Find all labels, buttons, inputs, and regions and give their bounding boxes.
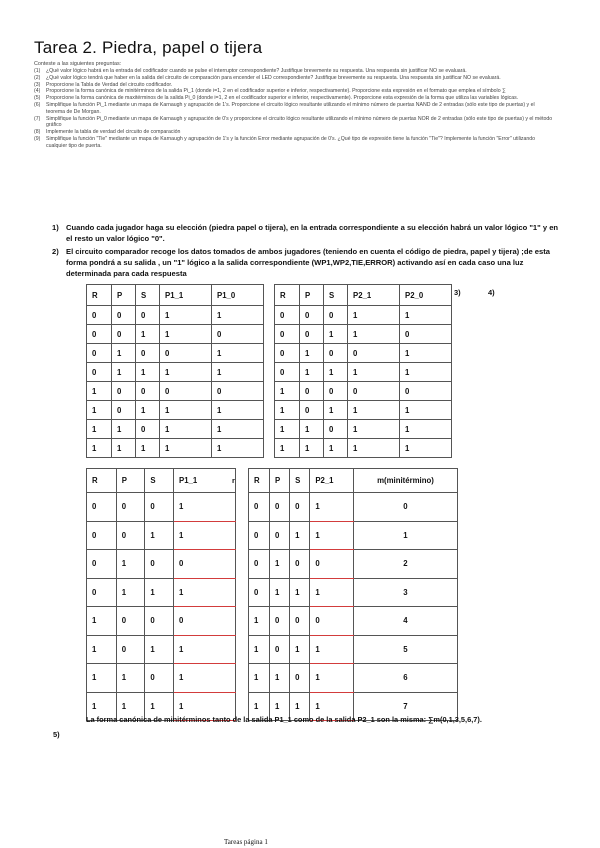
truth-table-encoder-2 <box>274 284 452 458</box>
table-cell: 0 <box>87 325 112 344</box>
table-cell: 1 <box>353 521 457 550</box>
table-row <box>87 401 264 420</box>
question-item <box>34 136 554 150</box>
table-cell: 1 <box>87 439 112 458</box>
column-header: R <box>275 285 300 306</box>
table-cell: 1 <box>111 344 135 363</box>
table-header-row <box>87 469 236 493</box>
table-cell: 1 <box>87 382 112 401</box>
table-cell: 1 <box>111 439 135 458</box>
table-row <box>87 420 264 439</box>
question-text: Implemente la tabla de verdad del circuito de comparación <box>46 129 181 136</box>
table-cell: 1 <box>136 363 160 382</box>
table-cell: 1 <box>290 635 310 664</box>
table-row <box>87 521 236 550</box>
question-text: Simplifique la función Pi_0 mediante un mapa de Karnaugh y agrupación de 0's y proporcione el circuito lógico resultante utilizando el mínimo número de puertas NOR de 2 entradas (sólo este tipo de puertas) y el método gráfico <box>46 115 553 129</box>
table-row <box>87 382 264 401</box>
answer-2-number: 2) <box>52 247 59 256</box>
table-cell: 0 <box>299 306 323 325</box>
table-row <box>87 578 236 607</box>
table-cell: 1 <box>116 664 145 693</box>
table-cell: 4 <box>353 607 457 636</box>
table-cell: 1 <box>400 306 452 325</box>
table-cell: 1 <box>275 382 300 401</box>
question-number: (9) <box>34 135 41 142</box>
table-cell: 1 <box>324 325 348 344</box>
table-row <box>87 439 264 458</box>
table-row <box>249 550 458 579</box>
table-cell: 1 <box>174 578 236 607</box>
table-cell: 1 <box>269 550 289 579</box>
question-number: (5) <box>34 95 41 102</box>
table-cell: 2 <box>353 550 457 579</box>
truth-table-encoder-1 <box>86 284 264 458</box>
table-cell: 0 <box>87 521 117 550</box>
table-cell: 0 <box>111 382 135 401</box>
table-cell: 0 <box>145 607 174 636</box>
table-cell: 1 <box>348 363 400 382</box>
table-cell: 1 <box>400 420 452 439</box>
table-cell: 1 <box>136 439 160 458</box>
table-cell: 0 <box>249 578 270 607</box>
table-cell: 1 <box>275 420 300 439</box>
question-number: (1) <box>34 68 41 74</box>
answer-2 <box>52 246 566 279</box>
table-cell: 0 <box>299 325 323 344</box>
table-cell: 1 <box>87 692 117 721</box>
table-row <box>275 363 452 382</box>
question-item <box>34 75 554 82</box>
table-cell: 5 <box>353 635 457 664</box>
column-header: S <box>324 285 348 306</box>
table-cell: 0 <box>111 306 135 325</box>
table-cell: 1 <box>87 607 117 636</box>
question-item <box>34 95 554 102</box>
column-header: P <box>269 469 289 493</box>
table-cell: 0 <box>87 306 112 325</box>
table-cell: 1 <box>310 692 354 721</box>
table-row <box>87 664 236 693</box>
minterm-table-p2 <box>248 468 458 721</box>
table-cell: 1 <box>174 493 236 522</box>
table-cell: 0 <box>299 382 323 401</box>
column-header: S <box>136 285 160 306</box>
table-cell: 0 <box>324 420 348 439</box>
table-cell: 0 <box>116 521 145 550</box>
column-header: P2_1 <box>348 285 400 306</box>
answer-2-text: El circuito comparador recoge los datos tomados de ambos jugadores (teniendo en cuenta el código de piedra, papel y tijera) ;de esta forma pondrá a su salida , un "1" lógico a la salida correspondiente (WP1,WP2,TIE,ERROR) activando así en cada caso una luz determinada para cada respuesta <box>66 247 551 278</box>
table-cell: 1 <box>160 306 212 325</box>
table-cell: 1 <box>136 401 160 420</box>
table-cell: 1 <box>87 664 117 693</box>
table-cell: 0 <box>324 344 348 363</box>
table-cell: 0 <box>400 325 452 344</box>
table-cell: 1 <box>310 521 354 550</box>
question-number: (8) <box>34 129 41 136</box>
table-cell: 1 <box>269 578 289 607</box>
table-header-row <box>275 285 452 306</box>
column-header: P <box>299 285 323 306</box>
table-row <box>275 382 452 401</box>
table-cell: 1 <box>212 363 264 382</box>
question-item <box>34 102 554 116</box>
table-row <box>87 363 264 382</box>
table-row <box>87 493 236 522</box>
question-number: (3) <box>34 81 41 88</box>
table-cell: 3 <box>353 578 457 607</box>
table-cell: 0 <box>145 550 174 579</box>
question-number: (6) <box>34 101 41 108</box>
table-cell: 0 <box>275 325 300 344</box>
table-row <box>275 325 452 344</box>
table-cell: 1 <box>111 420 135 439</box>
table-cell: 1 <box>174 692 236 721</box>
table-cell: 1 <box>145 692 174 721</box>
table-row <box>87 550 236 579</box>
table-cell: 0 <box>136 382 160 401</box>
table-cell: 0 <box>136 420 160 439</box>
question-item <box>34 116 554 130</box>
table-cell: 1 <box>212 306 264 325</box>
label-3: 3) <box>454 288 461 297</box>
table-cell: 1 <box>111 363 135 382</box>
table-cell: 0 <box>275 363 300 382</box>
table-row <box>275 401 452 420</box>
table-cell: 0 <box>269 521 289 550</box>
table-cell: 1 <box>324 363 348 382</box>
table-cell: 0 <box>160 344 212 363</box>
question-item <box>34 82 554 89</box>
label-5: 5) <box>53 730 60 739</box>
table-cell: 1 <box>249 692 270 721</box>
table-cell: 1 <box>348 325 400 344</box>
table-cell: 1 <box>299 363 323 382</box>
table-cell: 0 <box>324 382 348 401</box>
table-cell: 1 <box>299 344 323 363</box>
table-cell: 1 <box>212 401 264 420</box>
table-row <box>87 325 264 344</box>
table-cell: 0 <box>212 325 264 344</box>
page-footer: Tareas página 1 <box>224 838 268 846</box>
table-cell: 1 <box>145 635 174 664</box>
question-text: Proporcione la forma canónica de maxitérminos de la salida Pi_0 (donde i=1, 2 en el codificador superior e inferior, respectivamente). Proporcione esta expresión de la forma que utiliza las variables lógicas. <box>46 95 519 102</box>
table-cell: 1 <box>174 635 236 664</box>
column-header: P1_1 <box>160 285 212 306</box>
table-cell: 1 <box>145 521 174 550</box>
table-cell: 1 <box>249 635 270 664</box>
column-header: P2_1 <box>310 469 354 493</box>
question-item <box>34 88 554 95</box>
table-row <box>87 306 264 325</box>
table-cell: 1 <box>290 692 310 721</box>
table-cell: 1 <box>310 578 354 607</box>
table-cell: 1 <box>400 344 452 363</box>
table-cell: 0 <box>400 382 452 401</box>
question-text: Proporcione la forma canónica de minitérminos de la salida Pi_1 (donde i=1, 2 en el codificador superior e inferior, respectivamente). Proporcione esta expresión en el formato que emplea el símbolo ∑ <box>46 88 506 95</box>
table-cell: 0 <box>174 550 236 579</box>
column-header: P1_1 <box>174 469 236 493</box>
table-cell: 0 <box>348 344 400 363</box>
table-cell: 6 <box>353 664 457 693</box>
column-header: R <box>87 469 117 493</box>
table-cell: 0 <box>116 607 145 636</box>
table-cell: 0 <box>212 382 264 401</box>
table-cell: 0 <box>174 607 236 636</box>
table-cell: 1 <box>400 439 452 458</box>
table-cell: 1 <box>87 635 117 664</box>
answer-1-text: Cuando cada jugador haga su elección (piedra papel o tijera), en la entrada correspondiente a su elección habrá un valor lógico "1" y en el resto un valor lógico "0". <box>66 223 559 243</box>
table-cell: 1 <box>87 401 112 420</box>
table-cell: 0 <box>145 664 174 693</box>
table-row <box>275 344 452 363</box>
table-cell: 0 <box>111 325 135 344</box>
column-header: S <box>145 469 174 493</box>
table-cell: 0 <box>290 493 310 522</box>
table-row <box>275 439 452 458</box>
table-cell: 0 <box>87 550 117 579</box>
column-header: m(minitérmino) <box>353 469 457 493</box>
table-cell: 0 <box>324 306 348 325</box>
table-header-row <box>87 285 264 306</box>
question-text: ¿Qué valor lógico tendrá que haber en la salida del circuito de comparación para encender el LED correspondiente? Justifique brevemente su respuesta. Una respuesta sin justificar NO se evaluará. <box>46 74 501 81</box>
column-header: P <box>116 469 145 493</box>
table-cell: 1 <box>290 578 310 607</box>
table-cell: 0 <box>160 382 212 401</box>
table-cell: 0 <box>269 635 289 664</box>
table-cell: 1 <box>269 692 289 721</box>
label-r: r <box>232 476 235 485</box>
table-cell: 0 <box>136 344 160 363</box>
table-cell: 0 <box>116 635 145 664</box>
table-cell: 1 <box>310 493 354 522</box>
table-row <box>87 607 236 636</box>
table-cell: 1 <box>348 401 400 420</box>
minterm-table-p1 <box>86 468 236 721</box>
table-cell: 0 <box>116 493 145 522</box>
table-cell: 1 <box>310 664 354 693</box>
table-cell: 1 <box>310 635 354 664</box>
table-row <box>249 521 458 550</box>
question-number: (7) <box>34 115 41 122</box>
question-text: Simplifique la función "Tie" mediante un mapa de Karnaugh y agrupación de 1's y la función Error mediante agrupación de 0's. ¿Qué tipo de expresión tiene la función "Tie"? Implemente la función "Error" utilizando cualquier tipo de puerta. <box>46 135 536 149</box>
table-cell: 0 <box>348 382 400 401</box>
table-cell: 0 <box>290 550 310 579</box>
question-number: (4) <box>34 88 41 95</box>
table-cell: 1 <box>212 439 264 458</box>
answer-1 <box>52 222 566 244</box>
table-cell: 1 <box>136 325 160 344</box>
table-cell: 0 <box>136 306 160 325</box>
table-cell: 1 <box>249 607 270 636</box>
question-item <box>34 68 554 75</box>
table-cell: 1 <box>160 401 212 420</box>
table-cell: 1 <box>160 420 212 439</box>
table-cell: 0 <box>269 607 289 636</box>
table-cell: 1 <box>348 420 400 439</box>
table-row <box>275 306 452 325</box>
table-cell: 7 <box>353 692 457 721</box>
table-cell: 1 <box>299 420 323 439</box>
table-cell: 1 <box>145 578 174 607</box>
table-cell: 1 <box>249 664 270 693</box>
table-cell: 1 <box>116 578 145 607</box>
table-cell: 0 <box>269 493 289 522</box>
column-header: P1_0 <box>212 285 264 306</box>
question-list <box>34 68 554 150</box>
question-number: (2) <box>34 74 41 81</box>
table-cell: 1 <box>299 439 323 458</box>
table-cell: 1 <box>400 363 452 382</box>
page-title: Tarea 2. Piedra, papel o tijera <box>34 38 263 57</box>
table-cell: 1 <box>212 420 264 439</box>
column-header: R <box>87 285 112 306</box>
table-cell: 1 <box>174 521 236 550</box>
table-cell: 0 <box>87 363 112 382</box>
table-row <box>87 635 236 664</box>
table-cell: 1 <box>348 306 400 325</box>
question-text: ¿Qué valor lógico habrá en la entrada del codificador cuando se pulse el interruptor correspondiente? Justifique brevemente su respuesta. Una respuesta sin justificar NO se evaluará. <box>46 68 467 74</box>
table-row <box>249 607 458 636</box>
answer-1-number: 1) <box>52 223 59 232</box>
label-4: 4) <box>488 288 495 297</box>
table-cell: 1 <box>324 439 348 458</box>
table-row <box>249 635 458 664</box>
question-text: Simplifique la función Pi_1 mediante un mapa de Karnaugh y agrupación de 1's. Proporcione el circuito lógico resultante utilizando el mínimo número de puertas NAND de 2 entradas (sólo este tipo de puertas) y el teorema de De Morgan. <box>46 101 535 115</box>
table-cell: 0 <box>275 344 300 363</box>
table-cell: 1 <box>212 344 264 363</box>
column-header: S <box>290 469 310 493</box>
table-cell: 0 <box>299 401 323 420</box>
table-cell: 0 <box>290 607 310 636</box>
column-header: P2_0 <box>400 285 452 306</box>
table-cell: 1 <box>160 363 212 382</box>
table-cell: 1 <box>160 439 212 458</box>
question-text: Proporcione la Tabla de Verdad del circuito codificador. <box>46 81 173 88</box>
table-row <box>249 493 458 522</box>
intro-text: Conteste a las siguientes preguntas: <box>34 61 122 67</box>
table-cell: 1 <box>400 401 452 420</box>
canonical-form-text: La forma canónica de minitérminos tanto de la salida P1_1 como de la salida P2_1 son la misma: ∑m(0,1,3,5,6,7). <box>86 715 482 724</box>
table-cell: 0 <box>87 493 117 522</box>
table-cell: 0 <box>87 578 117 607</box>
table-cell: 1 <box>275 401 300 420</box>
table-row <box>249 578 458 607</box>
table-cell: 1 <box>116 550 145 579</box>
table-cell: 0 <box>353 493 457 522</box>
table-cell: 1 <box>275 439 300 458</box>
table-cell: 0 <box>145 493 174 522</box>
column-header: R <box>249 469 270 493</box>
table-cell: 1 <box>160 325 212 344</box>
table-cell: 1 <box>116 692 145 721</box>
table-cell: 0 <box>310 607 354 636</box>
table-cell: 0 <box>87 344 112 363</box>
table-cell: 1 <box>174 664 236 693</box>
table-cell: 0 <box>249 550 270 579</box>
table-cell: 0 <box>290 664 310 693</box>
table-row <box>87 344 264 363</box>
table-cell: 0 <box>249 521 270 550</box>
table-cell: 1 <box>87 420 112 439</box>
table-cell: 1 <box>269 664 289 693</box>
question-item <box>34 129 554 136</box>
column-header: P <box>111 285 135 306</box>
table-cell: 0 <box>249 493 270 522</box>
table-cell: 0 <box>310 550 354 579</box>
table-cell: 1 <box>324 401 348 420</box>
table-cell: 0 <box>275 306 300 325</box>
table-cell: 1 <box>290 521 310 550</box>
table-row <box>249 664 458 693</box>
table-cell: 1 <box>348 439 400 458</box>
table-header-row <box>249 469 458 493</box>
table-cell: 0 <box>111 401 135 420</box>
table-row <box>275 420 452 439</box>
